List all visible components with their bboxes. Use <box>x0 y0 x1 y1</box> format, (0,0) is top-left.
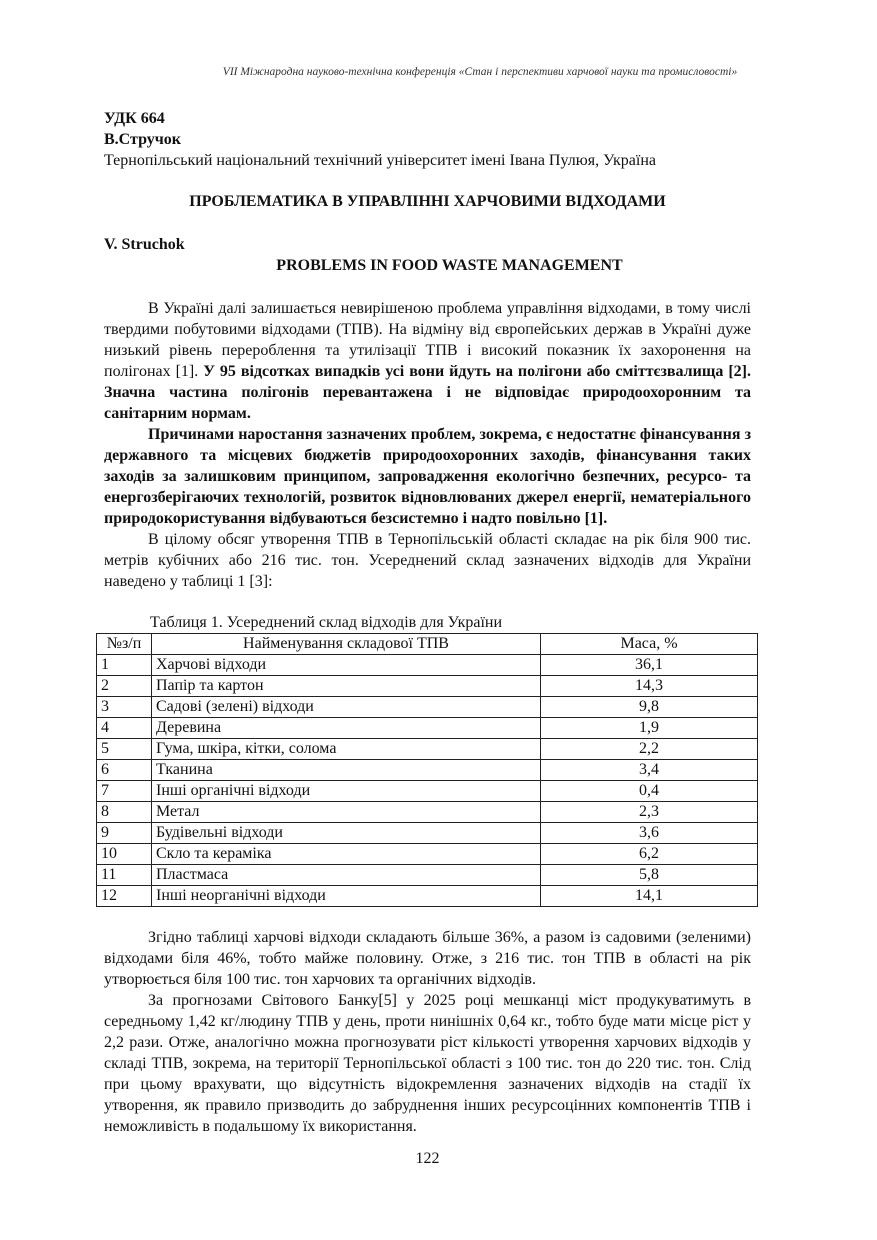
row-name: Папір та картон <box>152 676 541 697</box>
table-row <box>97 823 758 844</box>
row-name: Скло та кераміка <box>152 844 541 865</box>
row-mass: 0,4 <box>541 781 758 802</box>
table-row <box>97 781 758 802</box>
row-mass: 36,1 <box>541 655 758 676</box>
paragraph-2: Причинами наростання зазначених проблем, зокрема, є недостатнє фінансування з державного та місцевих бюджетів природоохоронних заходів, фінансування таких заходів за залишковим принципом, запровадження екологічно безпечних, ресурсо- та енергозберігаючих технологій, розвиток відновлюваних джерел енергії, нематеріального природокористування відбуваються безсистемно і надто повільно [1]. <box>104 426 751 527</box>
row-number: 11 <box>97 865 152 886</box>
paragraph-3: В цілому обсяг утворення ТПВ в Тернопільській області складає на рік біля 900 тис. метрів кубічних або 216 тис. тон. Усереднений склад зазначених відходів для України наведено у таблиці 1 [3]: <box>104 531 751 590</box>
row-name: Інші органічні відходи <box>152 781 541 802</box>
row-number: 8 <box>97 802 152 823</box>
author-ua: В.Стручок <box>104 131 181 148</box>
row-number: 5 <box>97 739 152 760</box>
article-body <box>101 108 752 1137</box>
waste-composition-table <box>96 633 758 907</box>
row-mass: 2,2 <box>541 739 758 760</box>
row-number: 4 <box>97 718 152 739</box>
running-head: VII Міжнародна науково-технічна конференція «Стан і перспективи харчової науки та промисловості» <box>222 66 738 78</box>
row-number: 10 <box>97 844 152 865</box>
paragraph-1-bold: У 95 відсотках випадків усі вони йдуть на полігони або сміттєзвалища [2]. Значна частина полігонів перевантажена і не відповідає природоохоронним та санітарним нормам. <box>104 363 752 422</box>
row-number: 7 <box>97 781 152 802</box>
title-ua: ПРОБЛЕМАТИКА В УПРАВЛІННІ ХАРЧОВИМИ ВІДХОДАМИ <box>189 193 666 210</box>
row-mass: 2,3 <box>541 802 758 823</box>
table-row <box>97 655 758 676</box>
table-body <box>97 655 758 907</box>
row-mass: 14,1 <box>541 886 758 907</box>
row-mass: 6,2 <box>541 844 758 865</box>
row-number: 12 <box>97 886 152 907</box>
row-name: Інші неорганічні відходи <box>152 886 541 907</box>
row-name: Пластмаса <box>152 865 541 886</box>
table-row <box>97 760 758 781</box>
row-number: 1 <box>97 655 152 676</box>
title-en: PROBLEMS IN FOOD WASTE MANAGEMENT <box>276 257 623 274</box>
row-name: Садові (зелені) відходи <box>152 697 541 718</box>
table-row <box>97 844 758 865</box>
row-mass: 14,3 <box>541 676 758 697</box>
table-row <box>97 739 758 760</box>
row-name: Гума, шкіра, кітки, солома <box>152 739 541 760</box>
row-mass: 3,4 <box>541 760 758 781</box>
header-number: №з/п <box>97 634 152 655</box>
table-row <box>97 697 758 718</box>
author-en: V. Struchok <box>104 236 185 253</box>
row-name: Тканина <box>152 760 541 781</box>
row-mass: 3,6 <box>541 823 758 844</box>
row-number: 6 <box>97 760 152 781</box>
row-mass: 9,8 <box>541 697 758 718</box>
table-row <box>97 676 758 697</box>
row-name: Будівельні відходи <box>152 823 541 844</box>
table-caption: Таблиця 1. Усереднений склад відходів для України <box>150 614 503 631</box>
page-number: 122 <box>415 1150 440 1167</box>
udk-code: УДК 664 <box>104 110 165 127</box>
paragraph-4: Згідно таблиці харчові відходи складають більше 36%, а разом із садовими (зеленими) відходами біля 46%, тобто майже половину. Отже, з 216 тис. тон ТПВ в області на рік утворюється біля 100 тис. тон харчових та органічних відходів. <box>104 929 751 988</box>
row-mass: 1,9 <box>541 718 758 739</box>
row-name: Метал <box>152 802 541 823</box>
table-header-row <box>97 634 758 655</box>
table-row <box>97 718 758 739</box>
table-row <box>97 802 758 823</box>
row-name: Харчові відходи <box>152 655 541 676</box>
affiliation: Тернопільський національний технічний університет імені Івана Пулюя, Україна <box>104 152 656 169</box>
row-mass: 5,8 <box>541 865 758 886</box>
row-number: 9 <box>97 823 152 844</box>
paragraph-1-normal: В Україні далі залишається невирішеною проблема управління відходами, в тому числі твердими побутовими відходами (ТПВ). На відміну від європейських держав в Україні дуже низький рівень перероблення та утилізації ТПВ і високий показник їх захоронення на полігонах [1]. <box>104 300 751 380</box>
header-mass: Маса, % <box>541 634 758 655</box>
table-row <box>97 865 758 886</box>
row-name: Деревина <box>152 718 541 739</box>
paragraph-5: За прогнозами Світового Банку[5] у 2025 році мешканці міст продукуватимуть в середньому 1,42 кг/людину ТПВ у день, проти нинішніх 0,64 кг., тобто буде мати місце ріст у 2,2 рази. Отже, аналогічно можна прогнозувати ріст кількості утворення харчових відходів у складі ТПВ, зокрема, на території Тернопільської області з 100 тис. тон до 220 тис. тон. Слід при цьому врахувати, що відсутність відокремлення зазначених відходів на стадії їх утворення, як правило призводить до забруднення інших ресурсоцінних компонентів ТПВ і неможливість в подальшому їх використання. <box>104 992 751 1135</box>
paragraph-1 <box>104 298 751 424</box>
row-number: 2 <box>97 676 152 697</box>
header-name: Найменування складової ТПВ <box>152 634 541 655</box>
row-number: 3 <box>97 697 152 718</box>
table-row <box>97 886 758 907</box>
